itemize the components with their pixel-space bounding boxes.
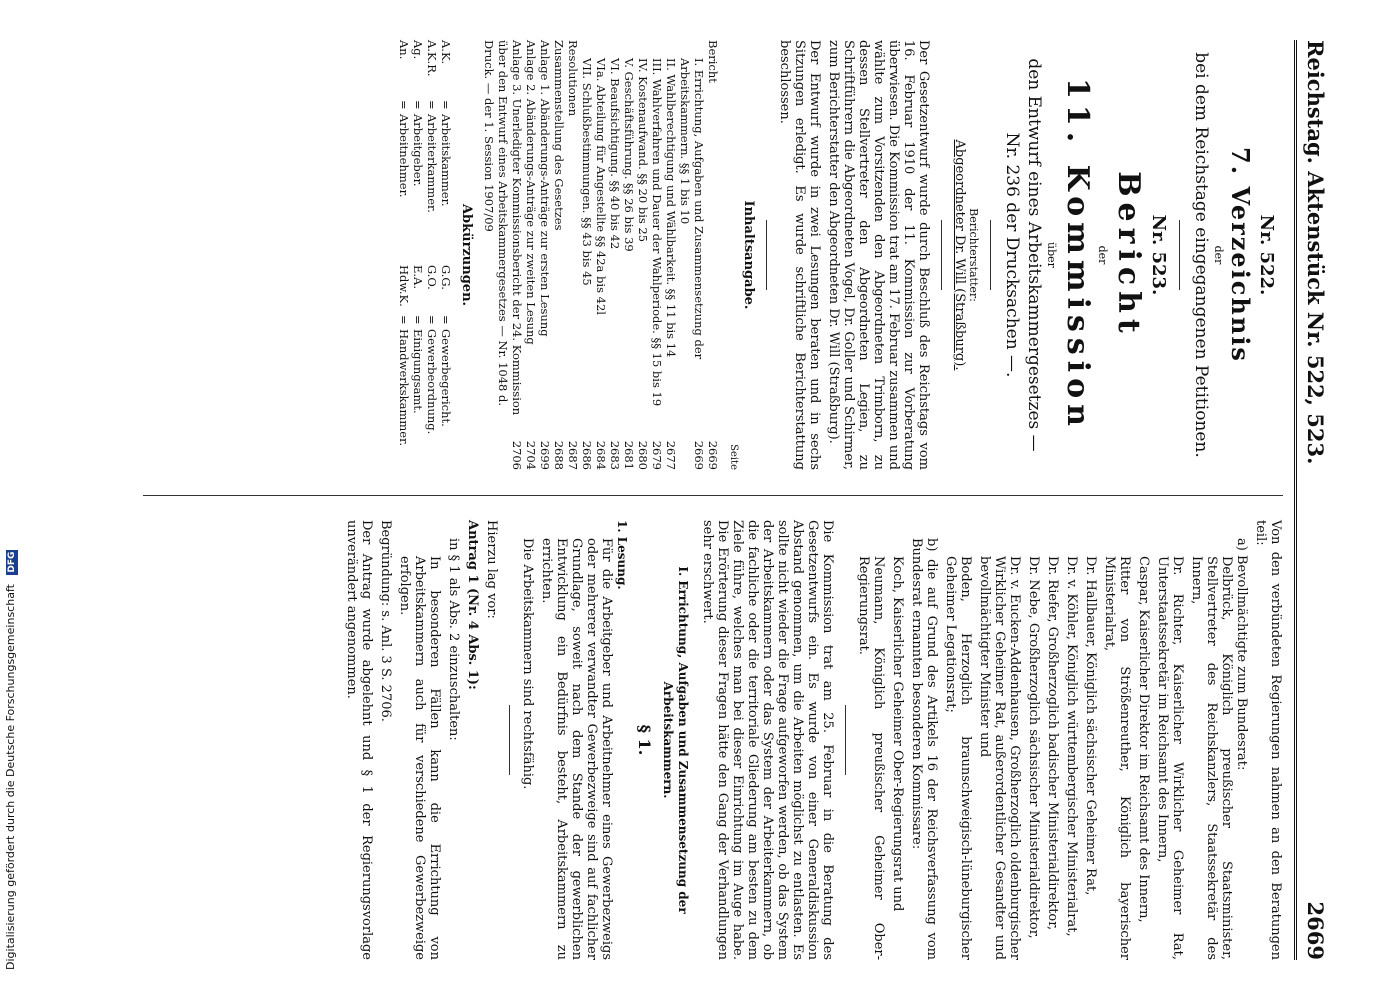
toc-row (594, 40, 608, 470)
toc-page: 2681 (622, 440, 636, 470)
intro-paragraph-2: Der Entwurf wurde in zwei Lesungen beraten und in sechs Sitzungen erledigt. Es wurde schriftliche Berichterstattung beschlossen. (777, 40, 822, 470)
toc-entry: VII. Schlußbestimmungen. §§ 43 bis 45 (580, 58, 594, 286)
abbr-eq: = (425, 100, 439, 110)
table-of-contents (482, 40, 720, 470)
doc-number-523: Nr. 523. (1148, 214, 1169, 296)
separator (990, 220, 991, 290)
plenipotentiary-item: Delbrück, Königlich preußischer Staatsminister, Stellvertreter des Reichskanzlers, Staatssekretär des Innern, (1189, 556, 1234, 960)
toc-page: 2677 (664, 440, 678, 470)
plenipotentiary-item: Dr. v. Eucken-Addenhausen, Großherzoglich oldenburgischer Wirklicher Geheimer Rat, außerordentlicher Gesandter und bevollmächtigter Minister und (977, 556, 1022, 960)
abbr-key: G.G. (439, 265, 453, 290)
toc-entry: VIa. Abteilung für Angestellte §§ 42a bis 42l (594, 58, 608, 315)
commissioner-item: Koch, Kaiserlicher Geheimer Ober-Regierungsrat und (890, 556, 905, 912)
page-number: 2669 (1303, 901, 1328, 960)
abbr-value: Gewerbegericht. (439, 329, 453, 427)
abbr-eq: = (439, 315, 453, 325)
right-column (340, 520, 1283, 960)
abbreviations-table (397, 40, 453, 470)
credit-text: Digitalisierung gefördert durch die Deutsche Forschungsgemeinschaft (4, 584, 17, 970)
section-title: I. Errichtung, Aufgaben und Zusammensetzung der Arbeitskammern. (661, 566, 690, 914)
abbr-eq: = (411, 100, 425, 110)
toc-entry: II. Wahlberechtigung und Wählbarkeit. §§ 11 bis 14 (664, 58, 678, 358)
commissioners-label: b) die auf Grund des Artikels 16 der Reichsverfassung vom Bundesrat ernannten besonderen Kommissare: (909, 538, 939, 960)
abbr-key: A.K.R. (425, 40, 439, 77)
motion-label: Antrag 1 (Nr. 4 Abs. 1): (465, 520, 480, 690)
dfg-logo: DFG (7, 551, 17, 573)
toc-entry: Anlage 2. Abänderungs-Anträge zur zweiten Lesung (524, 40, 538, 345)
toc-entry: IV. Kostenaufwand. §§ 20 bis 25 (636, 58, 650, 243)
plenipotentiary-item: Dr. Richter, Kaiserlicher Wirklicher Geheimer Rat, Unterstaatssekretär im Reichsamt des Innern, (1155, 556, 1185, 960)
bericht-title: Bericht (1111, 171, 1146, 339)
toc-page: 2687 (566, 440, 580, 470)
abbr-value: Arbeitskammer. (439, 114, 453, 207)
toc-title: Inhaltsangabe. (741, 200, 756, 310)
abbr-value: Arbeitnehmer. (397, 114, 411, 198)
abbr-value: Arbeitgeber. (411, 114, 425, 187)
draft-line-2: Nr. 236 der Drucksachen —. (1002, 132, 1022, 378)
separator (766, 220, 767, 290)
plenipotentiary-item: Dr. Riefer, Großherzoglich badischer Ministerialdirektor, (1045, 556, 1060, 931)
page-header (1294, 40, 1328, 960)
toc-row (524, 40, 538, 470)
toc-row (608, 40, 622, 470)
separator (1179, 220, 1180, 290)
rapporteur-name: Abgeordneter Dr. Will (Straßburg). (952, 139, 967, 371)
toc-entry: Anlage 3. Unerledigter Kommissionsbericht der 24. Kommission über den Entwurf eines Arbeitskammergesetzes — Nr. 1048 d. Druck. — der 1. Session 1907/09 (482, 40, 524, 416)
toc-row (566, 40, 580, 470)
toc-entry: Zusammenstellung des Gesetzes (552, 40, 566, 231)
der-label: der (1212, 245, 1225, 265)
rapporteur-label: Berichterstatter: (967, 208, 980, 302)
separator (845, 705, 846, 775)
toc-page: 2706 (510, 440, 524, 470)
toc-entry: I. Errichtung, Aufgaben und Zusammensetzung der Arbeitskammern. §§ 1 bis 10 (678, 58, 706, 360)
abbr-value: Arbeiterkammer. (425, 114, 439, 213)
toc-entry: Resolutionen (566, 40, 580, 117)
motion-quote: In besonderen Fällen kann die Errichtung von Arbeitskammern auch für verschiedene Gewerbezweige erfolgen. (397, 556, 442, 960)
toc-row (664, 40, 678, 470)
participants-intro: Von den verbündeten Regierungen nahmen an den Beratungen teil: (1253, 520, 1283, 960)
toc-page: 2680 (636, 440, 650, 470)
abbr-eq: = (439, 100, 453, 110)
toc-page: 2683 (608, 440, 622, 470)
plenipotentiary-item: Dr. v. Köhler, Königlich württembergischer Ministerialrat, (1064, 556, 1079, 937)
toc-entry: VI. Beaufsichtigung. §§ 40 bis 42 (608, 58, 622, 250)
abbr-eq: = (411, 315, 425, 325)
toc-row (552, 40, 566, 470)
abbr-key: E.A. (411, 265, 425, 290)
petition-list-title: 7. Verzeichnis (1226, 147, 1255, 363)
paragraph-heading: § 1. (635, 724, 654, 756)
abbr-key: G.O. (425, 265, 439, 290)
toc-row (538, 40, 552, 470)
toc-page: 2686 (580, 440, 594, 470)
intro-paragraph-1: Der Gesetzentwurf wurde durch Beschluß des Reichstags vom 16. Februar 1910 der 11. Kommission zur Vorberatung überwiesen. Die Kommission trat am 17. Februar zusammen und wählte zum Vorsitzenden den Abgeordneten Trimborn, zu dessen Stellvertreter den Abgeordneten Legien, zu Schriftführern die Abgeordneten Vogel, Dr. Goller und Schirmer, zum Berichterstatter den Abgeordneten Dr. Will (Straßburg). (826, 40, 931, 470)
toc-row (580, 40, 594, 470)
motion-text: in § 1 als Abs. 2 einzuschalten: (446, 538, 461, 741)
conclusion: Der Antrag wurde abgelehnt und § 1 der Regierungsvorlage unverändert angenommen. (344, 520, 374, 960)
toc-row (678, 40, 706, 470)
toc-page: 2704 (524, 440, 538, 470)
commissioner-item: Neumann, Königlich preußischer Geheimer Ober-Regierungsrat. (856, 556, 886, 960)
justification: Begründung: s. Anl. 3 S. 2706. (378, 520, 393, 722)
reading-label: 1. Lesung. (615, 520, 629, 590)
plenipotentiary-item: Ritter von Strößenreuther, Königlich bayerischer Ministerialrat, (1102, 556, 1132, 960)
left-column (397, 40, 1283, 470)
toc-row (706, 40, 720, 470)
plenipotentiary-item: Caspar, Kaiserlicher Direktor im Reichsamt des Innern, (1136, 556, 1151, 923)
plenipotentiaries-label: a) Bevollmächtigte zum Bundesrat: (1234, 538, 1249, 771)
running-title: Reichstag. Aktenstück Nr. 522, 523. (1303, 40, 1328, 465)
toc-row (650, 40, 664, 470)
toc-page: 2669 (706, 440, 720, 470)
abbr-value: Handwerkskammer. (397, 329, 411, 446)
toc-row (622, 40, 636, 470)
toc-entry: V. Geschäftsführung. §§ 26 bis 39 (622, 58, 636, 252)
plenipotentiary-item: Boden, Herzoglich braunschweigisch-lüneburgischer Geheimer Legationsrat; (943, 556, 973, 960)
toc-row (482, 40, 524, 470)
draft-line-1: den Entwurf eines Arbeitskammergesetzes — (1024, 58, 1044, 452)
toc-entry: III. Wahlverfahren und Dauer der Wahlperiode. §§ 15 bis 19 (650, 58, 664, 407)
toc-entry: Anlage 1. Abänderungs-Anträge zur ersten Lesung (538, 40, 552, 337)
separator (509, 705, 510, 775)
plenipotentiary-item: Dr. Hallbauer, Königlich sächsischer Geheimer Rat, (1083, 556, 1098, 896)
ueber-label: über (1045, 242, 1058, 268)
toc-page: 2679 (650, 440, 664, 470)
abbr-key: An. (397, 40, 411, 60)
commission-title: 11. Kommission (1060, 78, 1095, 432)
toc-page: 2684 (594, 440, 608, 470)
abbr-value: Einigungsamt. (411, 329, 425, 414)
toc-page: 2669 (692, 440, 706, 470)
abbr-key: Ag. (411, 40, 425, 60)
paragraph-text-2: Die Arbeitskammern sind rechtsfähig. (520, 538, 535, 790)
abbr-value: Gewerbeordnung. (425, 329, 439, 435)
der-label-2: der (1096, 245, 1109, 265)
abbr-key: Hdw.K. (397, 265, 411, 307)
abbr-eq: = (397, 315, 411, 325)
plenipotentiary-item: Dr. Nebe, Großherzoglich sächsischer Ministerialdirektor, (1026, 556, 1041, 939)
paragraph-text-1: Für die Arbeitgeber und Arbeitnehmer eines Gewerbezweigs oder mehrerer verwandter Gewerbezweige sind auf fachlicher Grundlage, soweit nach dem Stande der gewerblichen Entwicklung ein Bedürfnis besteht, Arbeitskammern zu errichten. (539, 538, 614, 960)
abbr-key: A.K. (439, 40, 453, 65)
separator (941, 220, 942, 290)
abbreviations-title: Abkürzungen. (459, 203, 474, 307)
abbr-eq: = (425, 315, 439, 325)
hierzu-label: Hierzu lag vor: (484, 520, 499, 619)
doc-number-522: Nr. 522. (1256, 214, 1277, 296)
general-discussion-paragraph: Die Kommission trat am 25. Februar in die Beratung des Gesetzentwurfs ein. Es wurde von einer Generaldiskussion Abstand genommen, um die Arbeiten möglichst zu entlasten. Es sollte nicht wieder die Frage aufgeworfen werden, ob das System der Arbeitskammern oder das System der Arbeiterkammern, ob die fachliche oder die territoriale Gliederung am besten zu dem Ziele führe, welches man bei dieser Einrichtung im Auge habe. Die Erörterung dieser Fragen hätte den Gang der Verhandlungen sehr erschwert. (700, 520, 835, 960)
toc-page: 2688 (552, 440, 566, 470)
toc-page: 2699 (538, 440, 552, 470)
column-divider (143, 495, 1283, 496)
toc-seite-label: Seite (728, 444, 739, 470)
petition-list-subtitle: bei dem Reichstage eingegangenen Petitionen. (1191, 52, 1211, 458)
toc-entry: Bericht (706, 40, 720, 83)
toc-row (636, 40, 650, 470)
abbr-eq: = (397, 100, 411, 110)
